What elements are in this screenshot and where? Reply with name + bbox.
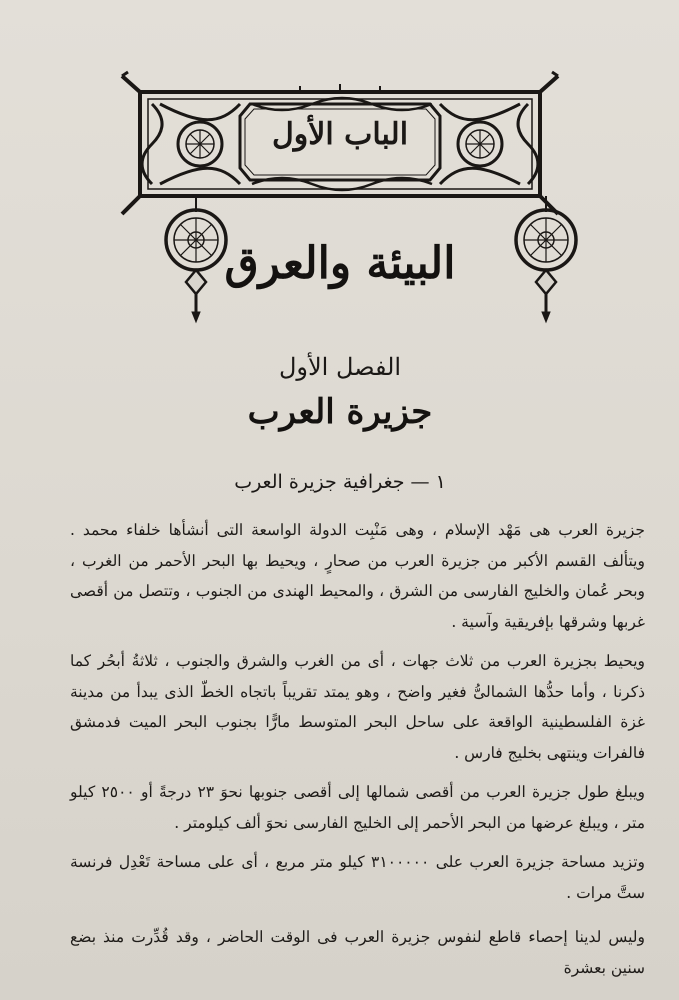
chapter-label: الباب الأول xyxy=(271,117,409,152)
section-label: الفصل الأول xyxy=(278,353,402,381)
right-medallion xyxy=(516,196,576,322)
body-text xyxy=(70,515,645,992)
part-title: البيئة والعرق xyxy=(224,238,456,289)
section-title: جزيرة العرب xyxy=(247,392,433,432)
paragraph: ويحيط بجزيرة العرب من ثلاث جهات ، أى من الغرب والشرق والجنوب ، ثلاثةُ أبحُر كما ذكرنا ، وأما حدُّها الشمالىُّ فغير واضح ، وهو يمتد تقريباً باتجاه الخطّ الذى يبدأ من مدينة غزة الفلسطينية الواقعة على ساحل البحر المتوسط مارًّا بجنوب البحر الميت فدمشق فالفرات وينتهى بخليج فارس . xyxy=(70,652,645,762)
paragraph: وتزيد مساحة جزيرة العرب على ٣١٠٠٠٠٠ كيلو متر مربع ، أى على مساحة تَعْدِل فرنسة ستَّ مرات . xyxy=(70,853,645,902)
paragraph: وليس لدينا إحصاء قاطع لنفوس جزيرة العرب فى الوقت الحاضر ، وقد قُدِّرت منذ بضع سنين بعشرة xyxy=(70,928,645,977)
paragraph: جزيرة العرب هى مَهْد الإسلام ، وهى مَنْبِت الدولة الواسعة التى أنشأها خلفاء محمد . ويتألف القسم الأكبر من جزيرة العرب من صحارٍ ، ويحيط بها البحر الأحمر من الغرب ، وبحر عُمان والخليج الفارسى من الشرق ، والمحيط الهندى من الجنوب ، وتتصل من أقصى غربها وشرقها بإفريقية وآسية . xyxy=(70,521,645,631)
paragraph: ويبلغ طول جزيرة العرب من أقصى شمالها إلى أقصى جنوبها نحوَ ٢٣ درجةً أو ٢٥٠٠ كيلو متر ، ويبلغ عرضها من البحر الأحمر إلى الخليج الفارسى نحوَ ألف كيلومتر . xyxy=(70,783,646,832)
subsection-heading: ١ — جغرافية جزيرة العرب xyxy=(234,471,446,493)
